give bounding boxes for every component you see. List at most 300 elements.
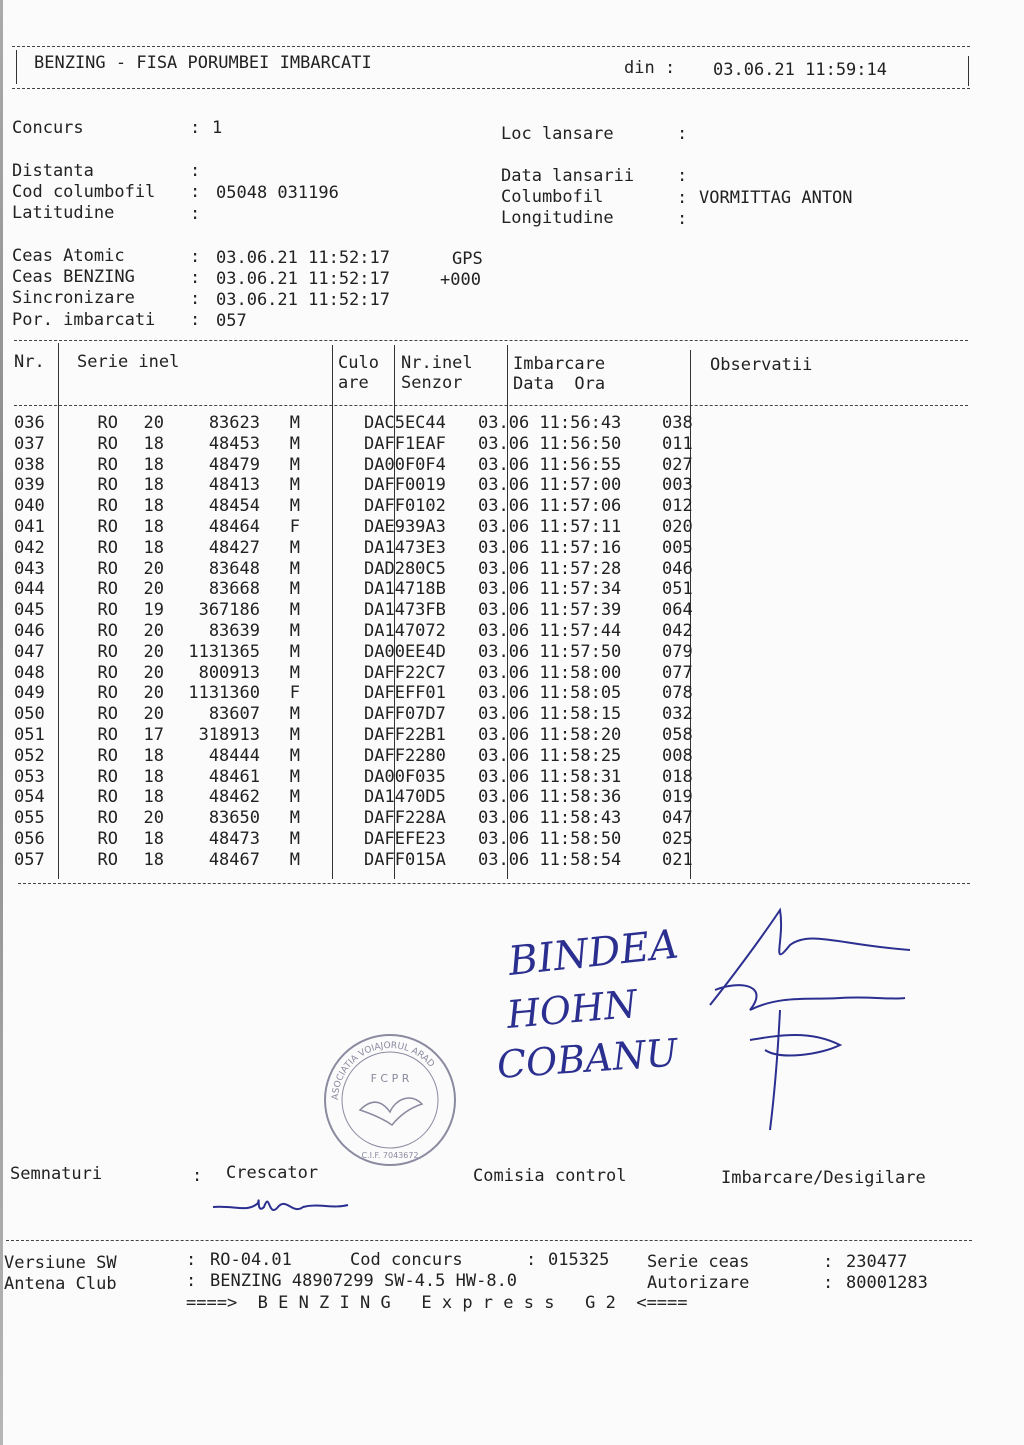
ring-country: RO [97,454,118,475]
table-row [14,496,742,517]
ring-number: 48467 [208,849,260,870]
ring-year: 20 [143,413,164,433]
table-top-rule [14,340,968,341]
por-imbarcati-label: Por. imbarcati [12,310,156,330]
boarding-time: 03.06 11:58:54 [478,849,622,870]
ring-year: 18 [143,537,164,558]
boarding-time: 03.06 11:56:55 [478,454,622,475]
row-nr: 050 [14,704,45,725]
color [300,475,362,496]
loc-lansare-colon: : [677,124,688,144]
sex: M [289,579,300,600]
ring-year: 18 [143,433,164,454]
col-header-observatii: Observatii [710,355,813,375]
table-row [14,559,742,580]
observation: 079 [662,641,693,662]
crescator-signature [208,1185,358,1225]
ring-year: 20 [143,579,164,600]
ring-number: 1131360 [188,683,260,704]
ring-number: 48454 [208,496,260,517]
sex: F [289,683,300,704]
observation: 021 [662,849,693,870]
boarding-time: 03.06 11:58:43 [478,808,622,829]
sensor-ring: DA1473FB [364,600,446,621]
observation: 003 [662,475,693,496]
ring-year: 18 [143,516,164,537]
benzing-banner: ====> B E N Z I N G E x p r e s s G 2 <==== [186,1293,688,1313]
ring-number: 83648 [208,558,260,579]
sensor-ring: DAFEFF01 [364,683,446,704]
sex: M [289,704,300,725]
sex: M [289,558,300,579]
ceas-benzing-label: Ceas BENZING [12,267,135,287]
table-row [14,621,742,642]
ring-number: 83639 [208,620,260,641]
observation: 058 [662,724,693,745]
ring-country: RO [97,537,118,558]
ring-country: RO [97,828,118,849]
table-row [14,538,742,559]
boarding-time: 03.06 11:58:25 [478,745,622,766]
sex: M [289,808,300,829]
handwritten-signatures [480,900,920,1140]
handwritten-name-1: BINDEA [506,921,681,985]
color [300,600,362,621]
row-nr: 047 [14,641,45,662]
color [300,725,362,746]
sensor-ring: DAFF22C7 [364,662,446,683]
sex: M [289,766,300,787]
col-header-nr-inel-2: Senzor [401,373,463,393]
table-row [14,663,742,684]
longitudine-colon: : [677,209,688,229]
versiune-sw-label: Versiune SW [4,1253,117,1273]
table-row [14,517,742,538]
ring-number: 48444 [208,745,260,766]
color [300,829,362,850]
sincronizare-label: Sincronizare [12,288,135,308]
antena-club-value: BENZING 48907299 SW-4.5 HW-8.0 [210,1271,518,1291]
sensor-ring: DAFF1EAF [364,433,446,454]
ring-number: 48464 [208,516,260,537]
sex: M [289,413,300,433]
sex: M [289,475,300,496]
observation: 064 [662,600,693,621]
loc-lansare-label: Loc lansare [501,124,614,144]
ceas-benzing-suffix: +000 [440,270,481,290]
ceas-atomic-colon: : [190,247,201,267]
sex: M [289,724,300,745]
ring-year: 18 [143,849,164,870]
table-row [14,475,742,496]
latitudine-colon: : [190,204,201,224]
observation: 051 [662,579,693,600]
signature-scribble-3 [750,1010,840,1130]
sex: M [289,662,300,683]
boarding-time: 03.06 11:56:50 [478,433,622,454]
cod-concurs-value: 015325 [548,1250,610,1270]
row-nr: 040 [14,496,45,517]
ring-country: RO [97,579,118,600]
handwritten-name-3: COBANU [495,1030,680,1087]
table-row [14,746,742,767]
row-nr: 037 [14,433,45,454]
observation: 046 [662,558,693,579]
sensor-ring: DA00EE4D [364,641,446,662]
row-nr: 056 [14,828,45,849]
ring-year: 18 [143,828,164,849]
ring-number: 367186 [198,600,260,621]
boarding-time: 03.06 11:57:06 [478,496,622,517]
color [300,767,362,788]
sensor-ring: DA147072 [364,620,446,641]
sex: M [289,496,300,517]
ring-number: 48462 [208,787,260,808]
ring-country: RO [97,766,118,787]
row-nr: 038 [14,454,45,475]
antena-club-label: Antena Club [4,1274,117,1294]
color [300,517,362,538]
sex: M [289,433,300,454]
ceas-atomic-suffix: GPS [452,249,483,269]
sensor-ring: DA1470D5 [364,787,446,808]
boarding-time: 03.06 11:57:39 [478,600,622,621]
row-nr: 044 [14,579,45,600]
ceas-atomic-value: 03.06.21 11:52:17 [216,248,390,268]
col-header-nr-inel-1: Nr.inel [401,353,473,373]
ring-country: RO [97,849,118,870]
cod-concurs-label: Cod concurs [350,1250,463,1270]
date-label: din : [624,58,676,78]
table-row [14,579,742,600]
observation: 019 [662,787,693,808]
pigeon-table-body [14,413,742,871]
observation: 077 [662,662,693,683]
data-lansarii-colon: : [677,166,688,186]
boarding-time: 03.06 11:56:43 [478,413,622,433]
crescator-label: Crescator [226,1163,319,1183]
boarding-time: 03.06 11:57:50 [478,641,622,662]
observation: 027 [662,454,693,475]
ring-country: RO [97,600,118,621]
table-row [14,642,742,663]
versiune-sw-value: RO-04.01 [210,1250,292,1270]
color [300,704,362,725]
sensor-ring: DAE939A3 [364,516,446,537]
boarding-time: 03.06 11:58:36 [478,787,622,808]
boarding-time: 03.06 11:58:31 [478,766,622,787]
serie-ceas-value: 230477 [846,1252,908,1272]
serie-ceas-label: Serie ceas [647,1252,750,1272]
sex: M [289,454,300,475]
table-row [14,413,742,434]
observation: 018 [662,766,693,787]
ring-number: 48473 [208,828,260,849]
boarding-time: 03.06 11:57:34 [478,579,622,600]
row-nr: 049 [14,683,45,704]
concurs-value: 1 [212,118,223,138]
ring-year: 20 [143,704,164,725]
boarding-time: 03.06 11:57:16 [478,537,622,558]
ring-number: 48479 [208,454,260,475]
row-nr: 036 [14,413,45,433]
color [300,579,362,600]
color [300,850,362,871]
sensor-ring: DA1473E3 [364,537,446,558]
table-row [14,683,742,704]
row-nr: 041 [14,516,45,537]
col-header-culoare-2: are [338,373,369,393]
sensor-ring: DA14718B [364,579,446,600]
antena-club-colon: : [186,1271,197,1291]
row-nr: 042 [14,537,45,558]
ring-number: 48453 [208,433,260,454]
ring-number: 83607 [208,704,260,725]
observation: 025 [662,828,693,849]
sensor-ring: DAD280C5 [364,558,446,579]
sex: M [289,641,300,662]
ring-number: 48413 [208,475,260,496]
pigeon-table [14,413,742,871]
sensor-ring: DA00F035 [364,766,446,787]
sensor-ring: DAFF0019 [364,475,446,496]
ring-country: RO [97,683,118,704]
ring-country: RO [97,641,118,662]
boarding-time: 03.06 11:58:20 [478,724,622,745]
observation: 012 [662,496,693,517]
stamp-bird-icon [360,1098,422,1125]
ring-country: RO [97,704,118,725]
ring-country: RO [97,745,118,766]
color [300,746,362,767]
color [300,683,362,704]
color [300,787,362,808]
row-nr: 045 [14,600,45,621]
ring-year: 18 [143,475,164,496]
ring-country: RO [97,808,118,829]
sex: M [289,600,300,621]
observation: 078 [662,683,693,704]
table-header-bottom-rule [14,405,968,406]
sincronizare-colon: : [190,289,201,309]
boarding-time: 03.06 11:58:15 [478,704,622,725]
sincronizare-value: 03.06.21 11:52:17 [216,290,390,310]
ring-year: 19 [143,600,164,621]
concurs-label: Concurs [12,118,84,138]
table-row [14,434,742,455]
boarding-time: 03.06 11:57:11 [478,516,622,537]
col-header-imbarcare-2: Data Ora [513,374,606,394]
versiune-sw-colon: : [186,1250,197,1270]
observation: 038 [662,413,693,433]
semnaturi-label: Semnaturi [10,1164,103,1184]
sex: M [289,787,300,808]
ring-country: RO [97,620,118,641]
ring-number: 48427 [208,537,260,558]
table-row [14,808,742,829]
observation: 011 [662,433,693,454]
serie-ceas-colon: : [823,1252,834,1272]
sensor-ring: DAC5EC44 [364,413,446,433]
col-header-culoare-1: Culo [338,353,379,373]
ceas-benzing-value: 03.06.21 11:52:17 [216,269,390,289]
sensor-ring: DAFF015A [364,849,446,870]
ring-year: 18 [143,766,164,787]
distanta-label: Distanta [12,161,94,181]
color [300,496,362,517]
ring-year: 18 [143,454,164,475]
stamp-text-2: F C P R [370,1072,410,1085]
header-right-border [968,56,969,86]
color [300,621,362,642]
color [300,663,362,684]
col-header-nr: Nr. [14,352,45,372]
observation: 032 [662,704,693,725]
observation: 020 [662,516,693,537]
columbofil-colon: : [677,188,688,208]
por-imbarcati-value: 057 [216,311,247,331]
distanta-colon: : [190,161,201,181]
sex: F [289,516,300,537]
sensor-ring: DAFF22B1 [364,724,446,745]
scan-edge [0,0,3,1445]
ring-number: 318913 [198,724,260,745]
date-value: 03.06.21 11:59:14 [713,60,887,80]
ring-country: RO [97,662,118,683]
sensor-ring: DAFF07D7 [364,704,446,725]
col-header-serie-inel: Serie inel [77,352,180,372]
col-header-imbarcare-1: Imbarcare [513,354,606,374]
semnaturi-colon: : [192,1166,203,1186]
row-nr: 039 [14,475,45,496]
table-row [14,767,742,788]
concurs-colon: : [190,118,201,138]
ring-year: 17 [143,724,164,745]
ring-country: RO [97,433,118,454]
sex: M [289,537,300,558]
ring-country: RO [97,475,118,496]
sex: M [289,828,300,849]
autorizare-label: Autorizare [647,1273,750,1293]
ring-year: 20 [143,808,164,829]
ring-year: 20 [143,641,164,662]
table-row [14,829,742,850]
ring-number: 83623 [208,413,260,433]
table-row [14,850,742,871]
cod-concurs-colon: : [526,1250,537,1270]
row-nr: 046 [14,620,45,641]
sensor-ring: DAFF228A [364,808,446,829]
boarding-time: 03.06 11:58:00 [478,662,622,683]
autorizare-colon: : [823,1273,834,1293]
row-nr: 043 [14,558,45,579]
ring-country: RO [97,787,118,808]
observation: 005 [662,537,693,558]
ring-year: 20 [143,558,164,579]
boarding-time: 03.06 11:57:44 [478,620,622,641]
columbofil-value: VORMITTAG ANTON [699,188,853,208]
table-row [14,455,742,476]
ring-country: RO [97,413,118,433]
row-nr: 055 [14,808,45,829]
row-nr: 057 [14,849,45,870]
sensor-ring: DAFF0102 [364,496,446,517]
color [300,808,362,829]
ceas-benzing-colon: : [190,268,201,288]
boarding-time: 03.06 11:58:50 [478,828,622,849]
signature-scribble-1 [710,910,910,1005]
imbarcare-desigilare-label: Imbarcare/Desigilare [721,1168,926,1188]
cod-columbofil-value: 05048 031196 [216,183,339,203]
table-bottom-rule [18,883,970,884]
autorizare-value: 80001283 [846,1273,928,1293]
table-row [14,704,742,725]
ring-year: 18 [143,745,164,766]
ring-country: RO [97,558,118,579]
color [300,413,362,434]
table-row [14,787,742,808]
ring-number: 83650 [208,808,260,829]
ceas-atomic-label: Ceas Atomic [12,246,125,266]
data-lansarii-label: Data lansarii [501,166,635,186]
color [300,642,362,663]
handwritten-name-2: HOHN [504,981,639,1037]
sex: M [289,745,300,766]
columbofil-label: Columbofil [501,187,604,207]
ring-number: 1131365 [188,641,260,662]
boarding-time: 03.06 11:57:00 [478,475,622,496]
observation: 047 [662,808,693,829]
sex: M [289,849,300,870]
association-stamp [320,1030,460,1170]
ring-year: 20 [143,683,164,704]
cod-columbofil-colon: : [190,182,201,202]
por-imbarcati-colon: : [190,310,201,330]
table-row [14,725,742,746]
color [300,559,362,580]
ring-number: 48461 [208,766,260,787]
stamp-text-3: C.I.F. 7043672 [361,1151,419,1160]
color [300,538,362,559]
row-nr: 053 [14,766,45,787]
row-nr: 052 [14,745,45,766]
ring-year: 18 [143,787,164,808]
ring-country: RO [97,496,118,517]
sensor-ring: DAFEFE23 [364,828,446,849]
row-nr: 051 [14,724,45,745]
ring-year: 20 [143,620,164,641]
header-bottom-rule [12,88,970,89]
row-nr: 054 [14,787,45,808]
sex: M [289,620,300,641]
signature-scribble-2 [715,985,905,1010]
ring-year: 20 [143,662,164,683]
document-title: BENZING - FISA PORUMBEI IMBARCATI [34,53,372,73]
latitudine-label: Latitudine [12,203,115,223]
table-row [14,600,742,621]
sensor-ring: DA00F0F4 [364,454,446,475]
boarding-time: 03.06 11:58:05 [478,683,622,704]
color [300,434,362,455]
ring-country: RO [97,724,118,745]
ring-country: RO [97,516,118,537]
row-nr: 048 [14,662,45,683]
ring-year: 18 [143,496,164,517]
cod-columbofil-label: Cod columbofil [12,182,156,202]
header-top-rule [12,46,970,47]
stamp-text-1: ASOCIATIA VOIAJORUL ARAD [330,1040,436,1101]
observation: 008 [662,745,693,766]
